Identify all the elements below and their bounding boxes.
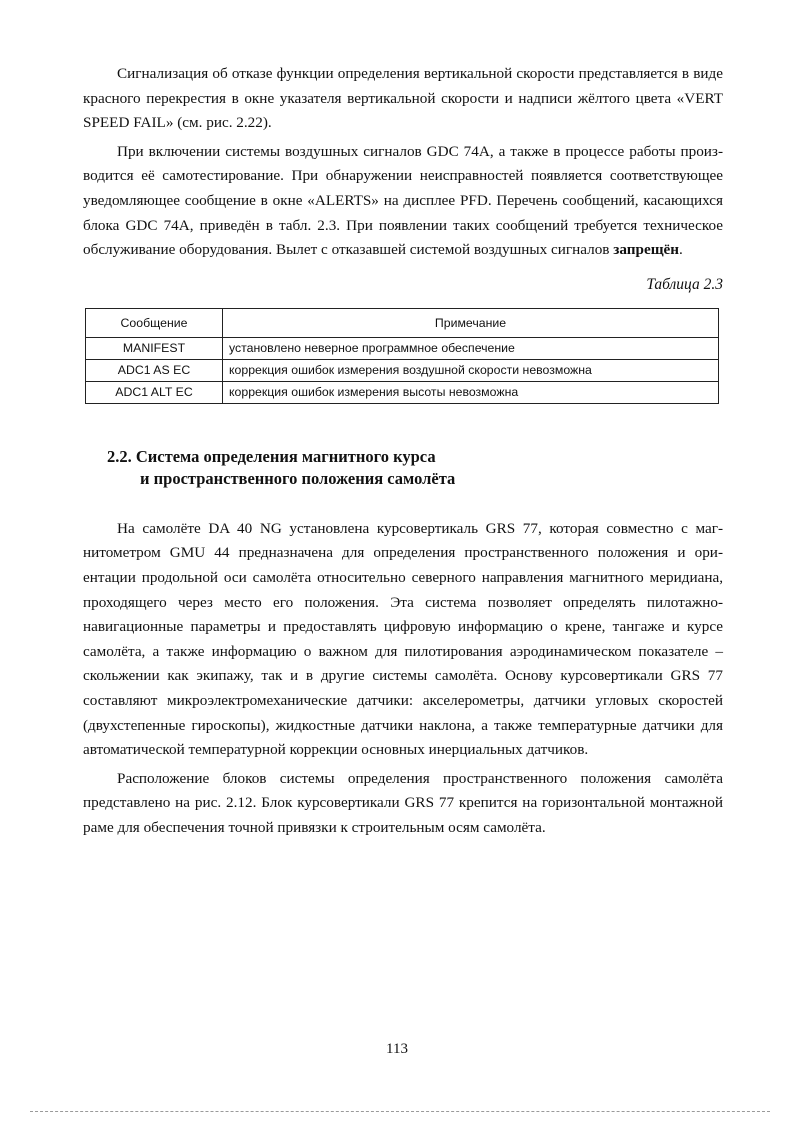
paragraph-location: Расположение блоков системы определения пространственного положения самолёта представлено на рис. 2.12. Блок курсовертикали GRS 77 крепится на горизонтальной монтажной раме для обеспечения точной привязки к строительным осям самолёта. [83, 769, 723, 836]
paragraph-bold-word: запрещён [613, 241, 680, 259]
table-caption: Таблица 2.3 [646, 275, 723, 293]
section-heading [107, 446, 723, 490]
table-header-row [86, 308, 719, 337]
table-row [86, 381, 719, 403]
table-header-message: Сообщение [86, 308, 223, 337]
table-cell-note: установлено неверное программное обеспечение [223, 337, 719, 359]
messages-table [85, 308, 719, 404]
document-page [83, 62, 723, 840]
section-body [83, 517, 723, 841]
paragraph-end-dot: . [679, 241, 683, 259]
table-cell-message: MANIFEST [86, 337, 223, 359]
table-cell-note: коррекция ошибок измерения воздушной скорости невозможна [223, 359, 719, 381]
table-row [86, 337, 719, 359]
paragraph-self-test [83, 140, 723, 263]
scan-edge-divider [30, 1111, 770, 1112]
paragraph-vs-fail: Сигнализация об отказе функции определения вертикальной скорости представляется в виде красного перекрестия в окне указателя вертикальной скорости и надписи жёлтого цвета «VERT SPEED FAIL» (см. рис. 2.22). [83, 65, 723, 132]
section-heading-line1: 2.2. Система определения магнитного курса [107, 446, 436, 466]
page-number: 113 [386, 1041, 408, 1057]
paragraph-self-test-text: При включении системы воздушных сигналов GDC 74A, а также в процессе работы производится её самотестирование. При обнаружении неисправностей появляется соответствующее уведомляющее сообщение в окне «ALERTS» на дисплее PFD. Перечень сообщений, касающихся блока GDC 74A, приведён в табл. 2.3. При появлении таких сообщений требуется техническое обслуживание оборудования. Вылет с отказавшей системой воздушных сигналов [83, 142, 723, 259]
table-cell-message: ADC1 AS EC [86, 359, 223, 381]
table-cell-message: ADC1 ALT EC [86, 381, 223, 403]
table-cell-note: коррекция ошибок измерения высоты невозможна [223, 381, 719, 403]
paragraph-grs77: На самолёте DA 40 NG установлена курсовертикаль GRS 77, которая совместно с магнитометром GMU 44 предназначена для определения пространственного положения и ориентации продольной оси самолёта относительно северного направления магнитного меридиана, проходящего через место его положения. Эта система позволяет определять пилотажно-навигационные параметры и предоставлять цифровую информацию о крене, тангаже и курсе самолёта, а также информацию о важном для пилотирования аэродинамическом показателе – скольжении как экипажу, так и в другие системы самолёта. Основу курсовертикали GRS 77 составляют микроэлектромеханические датчики: акселерометры, датчики угловых скоростей (двухстепенные гироскопы), жидкостные датчики наклона, а также температурные датчики для автоматической температурной коррекции основных инерциальных датчиков. [83, 519, 723, 759]
table-header-note: Примечание [223, 308, 719, 337]
section-heading-line2: и пространственного положения самолёта [140, 468, 456, 488]
table-row [86, 359, 719, 381]
